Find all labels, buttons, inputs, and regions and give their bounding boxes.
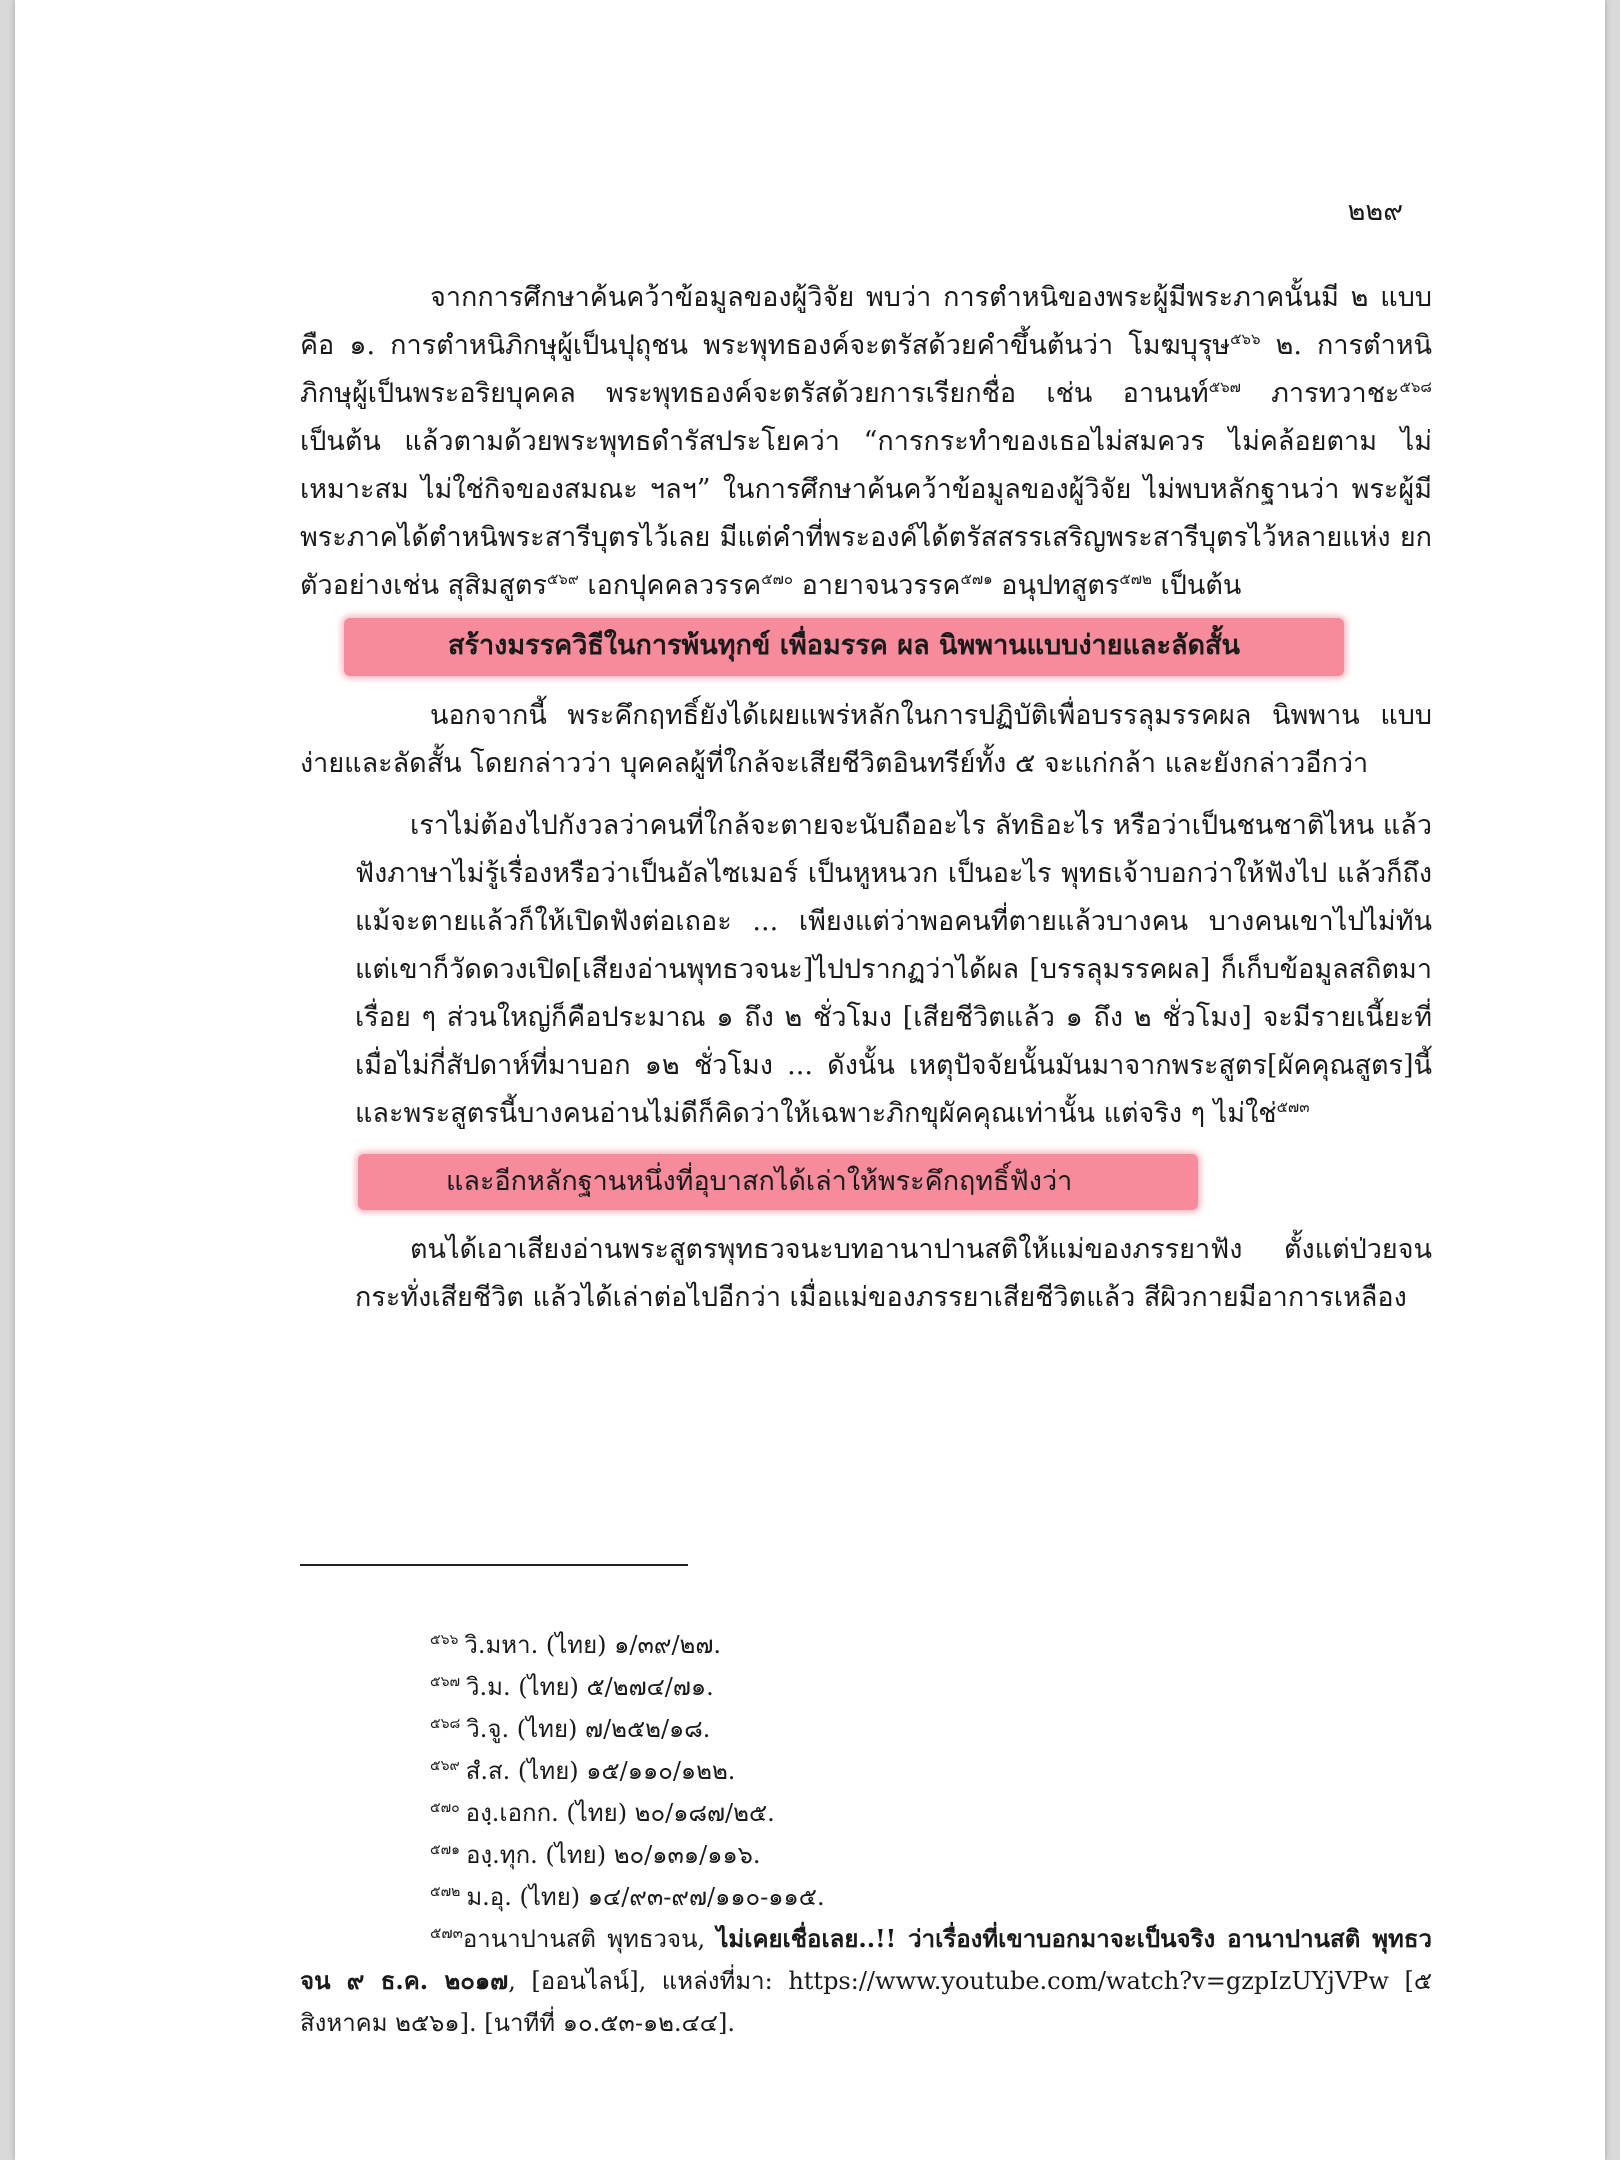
footnote-text: องฺ.เอกก. (ไทย) ๒๐/๑๘๗/๒๕. — [465, 1799, 775, 1827]
footnote-ref[interactable]: ๕๖๖ — [1230, 330, 1261, 348]
footnote-number: ๕๖๗ — [430, 1674, 461, 1690]
footnote-source-link[interactable]: , [ออนไลน์], แหล่งที่มา: https://www.youtube.com/watch?v=gzpIzUYjVPw [๕ สิงหาคม ๒๕๖๑]. [นาทีที่ ๑๐.๕๓-๑๒.๔๔]. — [300, 1967, 1433, 2037]
paragraph-1-text: ๒. การตำหนิภิกษุผู้เป็นพระอริยบุคคล พระพุทธองค์จะตรัสด้วยการเรียกชื่อ เช่น อานนท์ — [300, 330, 1432, 409]
footnote-number: ๕๖๘ — [430, 1716, 461, 1732]
footnote-text: วิ.มหา. (ไทย) ๑/๓๙/๒๗. — [464, 1631, 722, 1659]
footnote-item — [300, 1666, 1432, 1708]
quote-text: เราไม่ต้องไปกังวลว่าคนที่ใกล้จะตายจะนับถืออะไร ลัทธิอะไร หรือว่าเป็นชนชาติไหน แล้วฟังภาษาไม่รู้เรื่องหรือว่าเป็นอัลไซเมอร์ เป็นหูหนวก เป็นอะไร พุทธเจ้าบอกว่าให้ฟังไป แล้วก็ถึงแม้จะตายแล้วก็ให้เปิดฟังต่อเถอะ ... เพียงแต่ว่าพอคนที่ตายแล้วบางคน บางคนเขาไปไม่ทัน แต่เขาก็วัดดวงเปิด[เสียงอ่านพุทธวจนะ]ไปปรากฏว่าได้ผล [บรรลุมรรคผล] ก็เก็บข้อมูลสถิตมาเรื่อย ๆ ส่วนใหญ่ก็คือประมาณ ๑ ถึง ๒ ชั่วโมง [เสียชีวิตแล้ว ๑ ถึง ๒ ชั่วโมง] จะมีรายเนี้ยะที่เมื่อไม่กี่สัปดาห์ที่มาบอก ๑๒ ชั่วโมง ... ดังนั้น เหตุปัจจัยนั้นมันมาจากพระสูตร[ผัคคุณสูตร]นี้ และพระสูตรนี้บางคนอ่านไม่ดีก็คิดว่าให้เฉพาะภิกขุผัคคุณเท่านั้น แต่จริง ๆ ไม่ใช่ — [355, 810, 1432, 1129]
footnote-ref[interactable]: ๕๗๑ — [960, 570, 993, 588]
footnote-ref[interactable]: ๕๖๙ — [546, 570, 579, 588]
footnote-ref[interactable]: ๕๖๗ — [1208, 378, 1241, 396]
footnote-ref[interactable]: ๕๖๘ — [1399, 378, 1432, 396]
footnote-item — [300, 1834, 1432, 1876]
footnote-text: ม.อุ. (ไทย) ๑๔/๙๓-๙๗/๑๑๐-๑๑๕. — [466, 1883, 825, 1911]
footnote-item — [300, 1750, 1432, 1792]
paragraph-1-text: อายาจนวรรค — [793, 570, 961, 601]
footnote-number: ๕๗๒ — [430, 1884, 461, 1900]
paragraph-1-text: อนุปทสูตร — [992, 570, 1120, 601]
paragraph-1 — [300, 274, 1432, 610]
footnote-item — [300, 1876, 1432, 1918]
block-quote — [355, 802, 1432, 1138]
footnote-separator — [300, 1564, 688, 1566]
paragraph-1-text: เป็นต้น แล้วตามด้วยพระพุทธดำรัสประโยคว่า “การกระทำของเธอไม่สมควร ไม่คล้อยตาม ไม่เหมาะสม ไม่ใช่กิจของสมณะ ฯลฯ” ในการศึกษาค้นคว้าข้อมูลของผู้วิจัย ไม่พบหลักฐานว่า พระผู้มีพระภาคได้ตำหนิพระสารีบุตรไว้เลย มีแต่คำที่พระองค์ได้ตรัสสรรเสริญพระสารีบุตรไว้หลายแห่ง ยกตัวอย่างเช่น สุสิมสูตร — [300, 426, 1432, 601]
paragraph-1-text: จากการศึกษาค้นคว้าข้อมูลของผู้วิจัย พบว่า การตำหนิของพระผู้มีพระภาคนั้นมี ๒ แบบ คือ ๑. การตำหนิภิกษุผู้เป็นปุถุชน พระพุทธองค์จะตรัสด้วยคำขึ้นต้นว่า โมฆบุรุษ — [300, 282, 1432, 361]
document-page — [15, 0, 1605, 2160]
footnote-number: ๕๗๑ — [430, 1842, 461, 1858]
paragraph-1-text: ภารทวาชะ — [1240, 378, 1400, 409]
paragraph-1-text: เอกปุคคลวรรค — [578, 570, 762, 601]
footnote-number: ๕๖๙ — [430, 1758, 460, 1774]
footnote-ref[interactable]: ๕๗๓ — [1276, 1098, 1310, 1116]
footnote-number: ๕๗๓ — [430, 1924, 463, 1942]
paragraph-2-text: นอกจากนี้ พระคึกฤทธิ์ยังได้เผยแพร่หลักในการปฏิบัติเพื่อบรรลุมรรคผล นิพพาน แบบง่ายและลัดสั้น โดยกล่าวว่า บุคคลผู้ที่ใกล้จะเสียชีวิตอินทรีย์ทั้ง ๕ จะแก่กล้า และยังกล่าวอีกว่า — [300, 700, 1432, 779]
footnote-text: องฺ.ทุก. (ไทย) ๒๐/๑๓๑/๑๑๖. — [466, 1841, 761, 1869]
footnote-text: สํ.ส. (ไทย) ๑๕/๑๑๐/๑๒๒. — [465, 1757, 736, 1785]
footnote-number: ๕๖๖ — [430, 1632, 459, 1648]
footnote-text: วิ.ม. (ไทย) ๕/๒๗๔/๗๑. — [466, 1673, 714, 1701]
footnote-text: อานาปานสติ พุทธวจน, — [462, 1925, 717, 1953]
footnote-item — [300, 1624, 1432, 1666]
paragraph-2 — [300, 692, 1432, 788]
footnote-text: วิ.จู. (ไทย) ๗/๒๕๒/๑๘. — [466, 1715, 711, 1743]
page-number: ๒๒๙ — [1347, 196, 1403, 227]
footnotes — [300, 1624, 1432, 2044]
paragraph-1-text: เป็นต้น — [1151, 570, 1242, 601]
paragraph-3 — [355, 1226, 1432, 1322]
highlighted-heading-2: และอีกหลักฐานหนึ่งที่อุบาสกได้เล่าให้พระคึกฤทธิ์ฟังว่า — [358, 1154, 1198, 1210]
footnote-ref[interactable]: ๕๗๒ — [1119, 570, 1152, 588]
footnote-item — [300, 1918, 1432, 2044]
footnote-number: ๕๗๐ — [430, 1800, 460, 1816]
paragraph-3-text: ตนได้เอาเสียงอ่านพระสูตรพุทธวจนะบทอานาปานสติให้แม่ของภรรยาฟัง ตั้งแต่ป่วยจนกระทั่งเสียชีวิต แล้วได้เล่าต่อไปอีกว่า เมื่อแม่ของภรรยาเสียชีวิตแล้ว สีผิวกายมีอาการเหลือง — [355, 1234, 1432, 1313]
footnote-ref[interactable]: ๕๗๐ — [761, 570, 794, 588]
highlighted-heading-1: สร้างมรรควิธีในการพ้นทุกข์ เพื่อมรรค ผล นิพพานแบบง่ายและลัดสั้น — [344, 618, 1344, 676]
footnote-title: ไม่เคยเชื่อเลย..!! ว่าเรื่องที่เขาบอกมาจะเป็นจริง อานาปานสติ พุทธวจน ๙ ธ.ค. ๒๐๑๗ — [300, 1924, 1433, 1995]
footnote-item — [300, 1792, 1432, 1834]
footnote-item — [300, 1708, 1432, 1750]
